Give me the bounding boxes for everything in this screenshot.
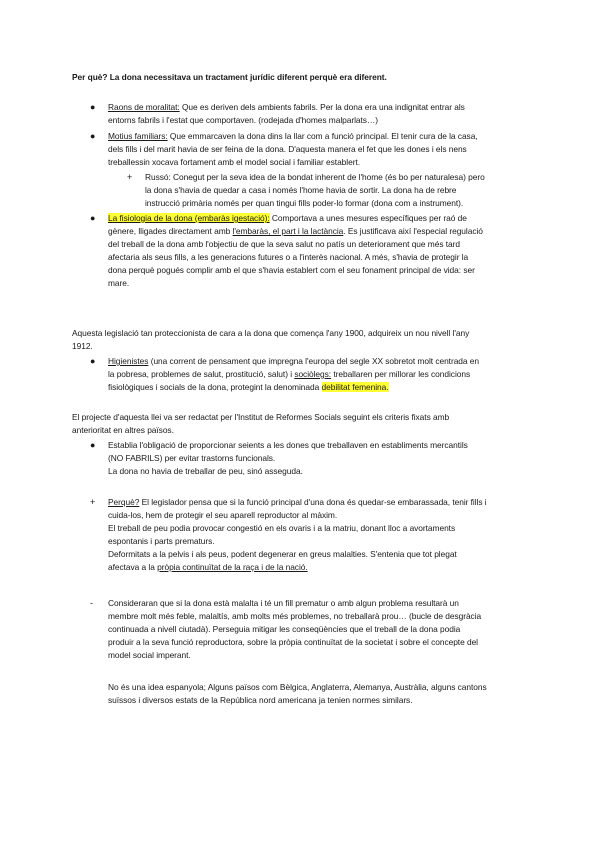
projecte-line-2: anterioritat en altres països. bbox=[72, 425, 174, 435]
familiars-line-3: treballessin xocava fortament amb el model social i familiar establert. bbox=[108, 157, 360, 167]
fisiologia-label: La fisiologia de la dona (embaràs igestació): bbox=[108, 213, 270, 223]
sociolegs-label: sociòlegs: bbox=[294, 369, 332, 379]
plus-bullet: + bbox=[90, 497, 96, 507]
higienistes-line-3: fisiològiques i socials de la dona, protegint la denominada debilitat femenina. bbox=[108, 382, 389, 392]
perque-line-2: cuida-los, hem de protegir el seu aparell reproductor al màxim. bbox=[108, 510, 338, 520]
russo-line-3: instrucció primària només per quan tingui fills poder-lo formar (dona com a instrument). bbox=[145, 198, 464, 208]
final-line-1: No és una idea espanyola; Alguns països com Bèlgica, Anglaterra, Alemanya, Austràlia, alguns cantons bbox=[108, 682, 487, 692]
perque-line-3: El treball de peu podia provocar congestió en els ovaris i a la matriu, donant lloc a avortaments bbox=[108, 523, 456, 533]
bullet-dot: ● bbox=[90, 440, 96, 450]
legislacio-line-1: Aquesta legislació tan proteccionista de cara a la dona que comença l'any 1900, adquireix un nou nivell l'any bbox=[72, 328, 470, 338]
consideraran-line-3: continuada a nivell ciutadà). Perseguia mitigar les conseqüències que el treball de la dona podia bbox=[108, 624, 461, 634]
fisiologia-line-2: gènere, lligades directament amb l'embaràs, el part i la lactància. Es justificava així l'especial regulació bbox=[108, 226, 483, 236]
fisiologia-line-5: dona perquè pogués complir amb el que s'havia establert com el seu fonament principal de vida: ser bbox=[108, 265, 475, 275]
fisiologia-line-6: mare. bbox=[108, 278, 130, 288]
familiars-line-1: Motius familiars: Que emmarcaven la dona dins la llar com a funció principal. El tenir cura de la casa, bbox=[108, 131, 478, 141]
intro-question: Per què? La dona necessitava un tractament jurídic diferent perquè era diferent. bbox=[72, 72, 387, 82]
perque-line-5: Deformitats a la pelvis i als peus, podent degenerar en greus malalties. S'entenia que tot plegat bbox=[108, 549, 457, 559]
plus-bullet: + bbox=[127, 172, 133, 182]
bullet-dot: ● bbox=[90, 356, 96, 366]
familiars-label: Motius familiars: bbox=[108, 131, 168, 141]
moralitat-label: Raons de moralitat: bbox=[108, 102, 180, 112]
bullet-dot: ● bbox=[90, 131, 96, 141]
bullet-dot: ● bbox=[90, 213, 96, 223]
continuitat-underline: pròpia continuïtat de la raça i de la nació. bbox=[157, 562, 308, 572]
fisiologia-line-1: La fisiologia de la dona (embaràs igestació): Comportava a unes mesures específiques per raó de bbox=[108, 213, 467, 223]
consideraran-line-2: membre molt més feble, malaltís, amb molts més problemes, no treballarà prou… (bucle de desgràcia bbox=[108, 611, 482, 621]
fisiologia-line-4: afectaria als seus fills, a les generacions futures o a l'interès nacional. A més, s'havia de protegir la bbox=[108, 252, 469, 262]
russo-line-1: Russó: Conegut per la seva idea de la bondat inherent de l'home (és bo per naturalesa) pero bbox=[145, 172, 485, 182]
higienistes-line-1: Higienistes (una corrent de pensament que impregna l'europa del segle XX sobretot molt centrada en bbox=[108, 356, 480, 366]
higienistes-line-2: la pobresa, problemes de salut, prostitució, salut) i sociòlegs: treballaren per millorar les condicions bbox=[108, 369, 471, 379]
legislacio-line-2: 1912. bbox=[72, 341, 93, 351]
projecte-line-1: El projecte d'aquesta llei va ser redactat per l'Institut de Reformes Socials seguint els criteris fixats amb bbox=[72, 412, 450, 422]
seients-line-3: La dona no havia de treballar de peu, sinó asseguda. bbox=[108, 466, 303, 476]
moralitat-line-2: entorns fabrils i l'estat que comportaven. (rodejada d'homes malparlats…) bbox=[108, 115, 379, 125]
consideraran-line-4: produir a la seva funció reproductora, sobre la pròpia continuïtat de la societat i sobre el concepte del bbox=[108, 637, 478, 647]
seients-line-2: (NO FABRILS) per evitar trastorns funcionals. bbox=[108, 453, 276, 463]
consideraran-line-5: model social imperant. bbox=[108, 650, 191, 660]
seients-line-1: Establia l'obligació de proporcionar seients a les dones que treballaven en establiments mercantils bbox=[108, 440, 468, 450]
perque-line-6: afectava a la pròpia continuïtat de la raça i de la nació. bbox=[108, 562, 308, 572]
perque-line-4: espontanis i parts prematurs. bbox=[108, 536, 215, 546]
dash-bullet: - bbox=[90, 598, 93, 608]
debilitat-highlight: debilitat femenina. bbox=[321, 382, 389, 392]
russo-line-2: la dona s'havia de quedar a casa i només l'home havia de sortir. La dona ha de rebre bbox=[145, 185, 457, 195]
embaras-underline: l'embaràs, el part i la lactància bbox=[232, 226, 344, 236]
final-line-2: suïssos i diversos estats de la República nord americana ja tenien normes similars. bbox=[108, 695, 413, 705]
consideraran-line-1: Consideraran que si la dona està malalta i té un fill prematur o amb algun problema resultarà un bbox=[108, 598, 459, 608]
fisiologia-line-3: del treball de la dona amb l'objectiu de que la seva salut no patís un deteriorament que més tard bbox=[108, 239, 460, 249]
moralitat-line-1: Raons de moralitat: Que es deriven dels ambients fabrils. Per la dona era una indignitat entrar als bbox=[108, 102, 465, 112]
perque-label: Perquè? bbox=[108, 497, 140, 507]
higienistes-label: Higienistes bbox=[108, 356, 149, 366]
familiars-line-2: dels fills i del marit havia de ser feina de la dona. D'aquesta manera el fet que les dones i els nens bbox=[108, 144, 467, 154]
bullet-dot: ● bbox=[90, 102, 96, 112]
perque-line-1: Perquè? El legislador pensa que si la funció principal d'una dona és quedar-se embarassada, tenir fills i bbox=[108, 497, 487, 507]
